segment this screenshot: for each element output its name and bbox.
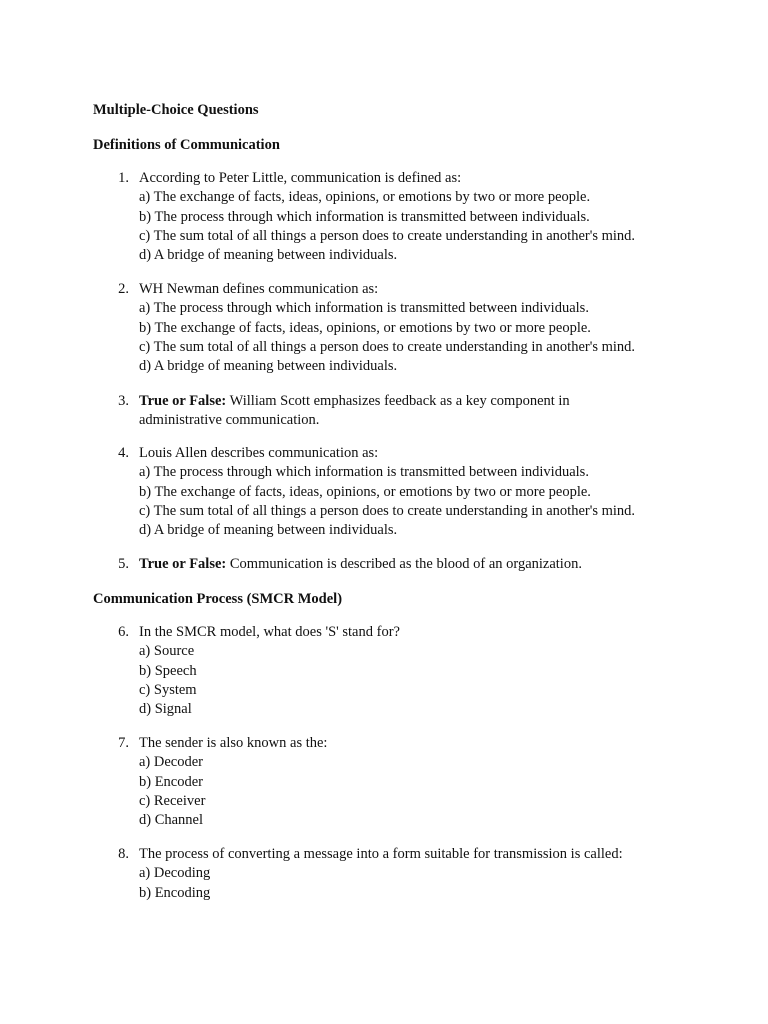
question-text: The sender is also known as the:	[139, 735, 328, 751]
question-number: 6.	[118, 624, 129, 640]
question-body	[139, 280, 684, 376]
answer-option: c) The sum total of all things a person does to create understanding in another's mind.	[139, 227, 636, 244]
true-false-label: True or False:	[139, 393, 227, 409]
document-title: Multiple-Choice Questions	[93, 102, 259, 118]
question-body	[139, 734, 684, 830]
answer-option: c) The sum total of all things a person does to create understanding in another's mind.	[139, 338, 636, 355]
question-text: WH Newman defines communication as:	[139, 281, 379, 297]
question-text: The process of converting a message into a form suitable for transmission is called:	[139, 846, 623, 862]
question-number: 2.	[118, 281, 129, 297]
answer-option: a) The exchange of facts, ideas, opinions, or emotions by two or more people.	[139, 189, 591, 206]
question-statement: William Scott emphasizes feedback as a key component in administrative communication.	[139, 393, 570, 429]
answer-option: a) The process through which information is transmitted between individuals.	[139, 464, 589, 481]
question-number: 3.	[118, 393, 129, 409]
answer-option: b) The exchange of facts, ideas, opinions, or emotions by two or more people.	[139, 483, 591, 500]
answer-option: c) Receiver	[139, 792, 206, 809]
question-body	[139, 169, 684, 265]
question-body	[139, 392, 619, 431]
answer-option: b) Encoding	[139, 884, 211, 901]
question-number: 8.	[118, 846, 129, 862]
section-heading-smcr: Communication Process (SMCR Model)	[93, 591, 343, 607]
answer-option: a) Decoding	[139, 865, 211, 882]
answer-option: a) Decoder	[139, 754, 203, 771]
answer-option: b) The process through which information is transmitted between individuals.	[139, 208, 590, 225]
answer-option: b) Speech	[139, 662, 197, 679]
answer-option: c) System	[139, 681, 197, 698]
question-body	[139, 555, 684, 574]
question-number: 5.	[118, 556, 129, 572]
question-body	[139, 845, 684, 903]
question-text	[139, 392, 619, 431]
answer-option: d) Signal	[139, 701, 192, 718]
question-text	[139, 555, 684, 574]
answer-option: d) A bridge of meaning between individuals.	[139, 522, 398, 539]
answer-option: a) The process through which information is transmitted between individuals.	[139, 300, 589, 317]
question-text: According to Peter Little, communication is defined as:	[139, 170, 462, 186]
answer-option: d) A bridge of meaning between individuals.	[139, 247, 398, 264]
question-body	[139, 623, 684, 719]
answer-option: d) Channel	[139, 812, 204, 829]
answer-option: a) Source	[139, 643, 195, 660]
answer-option: c) The sum total of all things a person does to create understanding in another's mind.	[139, 502, 636, 519]
question-number: 1.	[118, 170, 129, 186]
question-number: 4.	[118, 445, 129, 461]
answer-option: d) A bridge of meaning between individuals.	[139, 358, 398, 375]
answer-option: b) Encoder	[139, 773, 204, 790]
answer-option: b) The exchange of facts, ideas, opinions, or emotions by two or more people.	[139, 319, 591, 336]
section-heading-definitions: Definitions of Communication	[93, 137, 280, 153]
question-text: In the SMCR model, what does 'S' stand for?	[139, 624, 400, 640]
question-body	[139, 444, 684, 540]
question-number: 7.	[118, 735, 129, 751]
question-statement: Communication is described as the blood of an organization.	[229, 556, 582, 572]
true-false-label: True or False:	[139, 556, 227, 572]
question-text: Louis Allen describes communication as:	[139, 445, 379, 461]
